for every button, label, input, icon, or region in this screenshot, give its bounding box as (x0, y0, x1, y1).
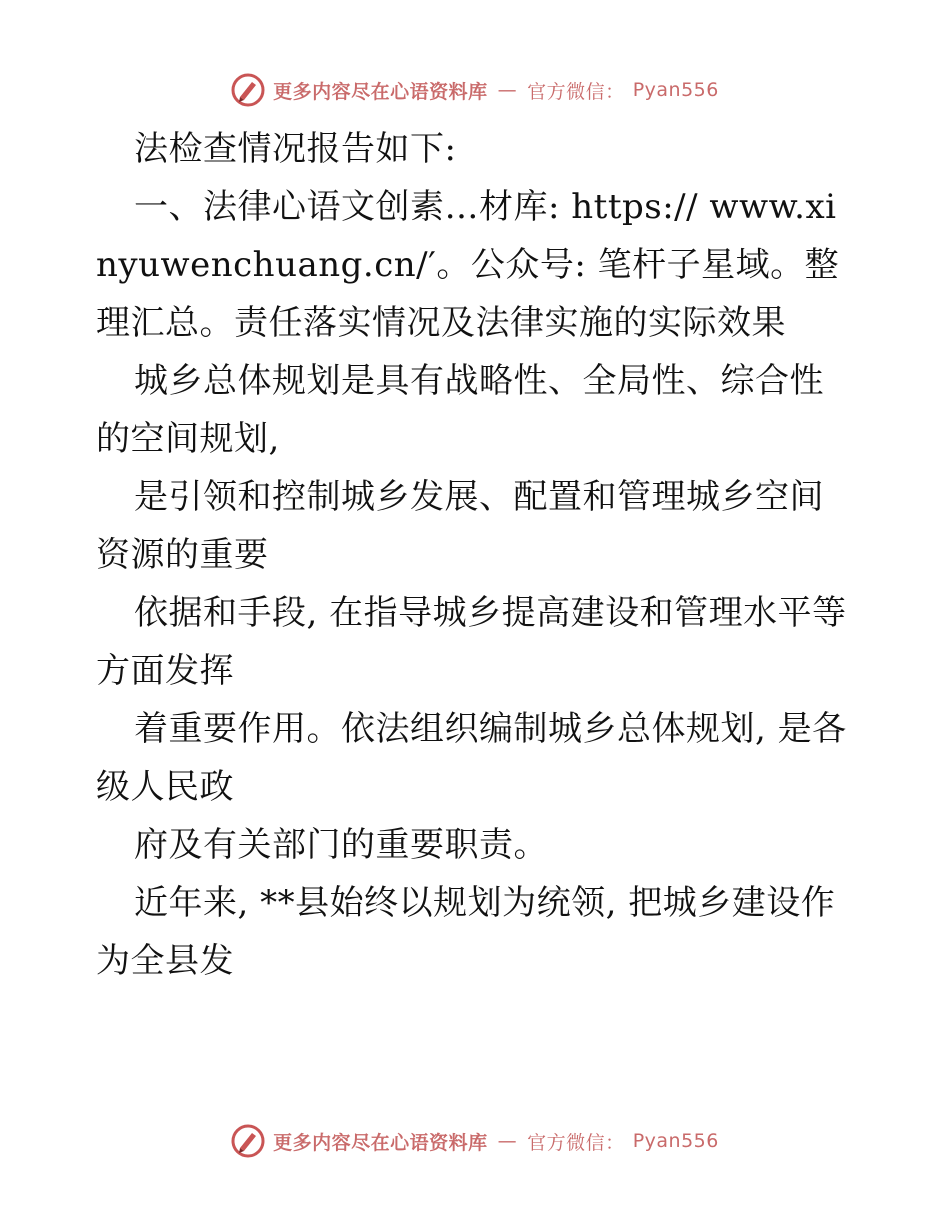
footer-watermark (0, 1121, 950, 1161)
paragraph: 近年来, **县始终以规划为统领, 把城乡建设作为全县发 (96, 883, 836, 981)
header-watermark (0, 70, 950, 110)
document-body (96, 120, 856, 990)
paragraph: 着重要作用。依法组织编制城乡总体规划, 是各级人民政 (96, 709, 847, 807)
watermark-handle: Pyan556 (632, 1130, 719, 1152)
watermark-title: 更多内容尽在心语资料库 (273, 80, 488, 103)
paragraph: 法检查情况报告如下: (134, 129, 457, 169)
paragraph: 依据和手段, 在指导城乡提高建设和管理水平等方面发挥 (96, 593, 847, 691)
paragraph: 一、法律心语文创素…材库: https:// www.xinyuwenchuang.cn/′。公众号: 笔杆子星域。整理汇总。责任落实情况及法律实施的实际效果 (96, 187, 840, 343)
paragraph: 是引领和控制城乡发展、配置和管理城乡空间资源的重要 (96, 477, 824, 575)
pen-logo-icon (231, 73, 265, 107)
watermark-title: 更多内容尽在心语资料库 (273, 1131, 488, 1154)
paragraph: 府及有关部门的重要职责。 (134, 825, 548, 865)
watermark-separator: — (497, 1130, 518, 1152)
pen-logo-icon (231, 1124, 265, 1158)
watermark-label: 官方微信： (527, 1131, 625, 1154)
watermark-handle: Pyan556 (632, 79, 719, 101)
paragraph: 城乡总体规划是具有战略性、全局性、综合性的空间规划, (96, 361, 824, 459)
watermark-label: 官方微信： (527, 80, 625, 103)
watermark-separator: — (497, 79, 518, 101)
